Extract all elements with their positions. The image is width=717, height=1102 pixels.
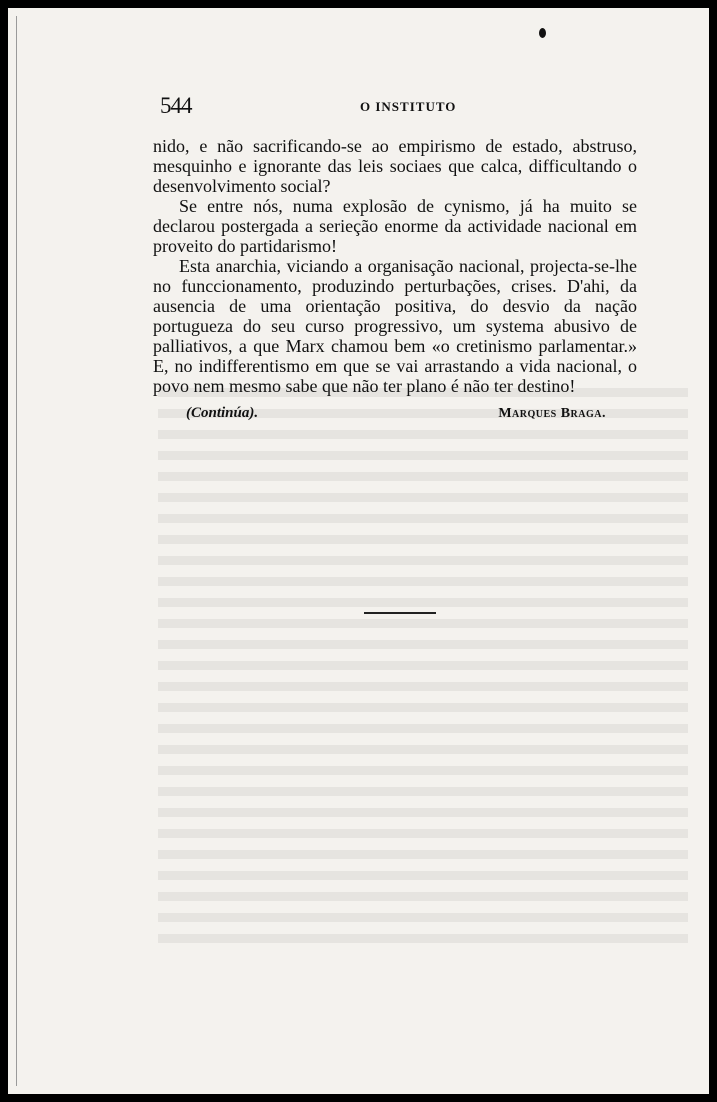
paragraph: Esta anarchia, viciando a organisação nacional, projecta-se-lhe no funccionamento, produzindo perturbações, crises. D'ahi, da ausencia de uma orientação positiva, do desvio da nação portugueza do seu curso progressivo, um systema abusivo de palliativos, a que Marx chamou bem «o cretinismo parlamentar.» E, no indifferentismo em que se vai arrastando a vida nacional, o povo nem mesmo sabe que não ter plano é não ter destino! <box>153 256 637 396</box>
continua-note: (Continúa). <box>186 405 259 421</box>
section-rule <box>364 612 436 614</box>
page-number: 544 <box>160 93 192 118</box>
show-through-text <box>158 388 688 948</box>
ink-dot <box>539 28 546 38</box>
book-page <box>8 8 709 1094</box>
body-text <box>153 136 637 396</box>
running-title: O INSTITUTO <box>360 99 457 114</box>
page-header <box>160 93 635 123</box>
signature-line <box>186 405 606 427</box>
author-name: Marques Braga. <box>498 406 606 421</box>
paragraph: nido, e não sacrificando-se ao empirismo de estado, abstruso, mesquinho e ignorante das leis sociaes que calca, difficultando o desenvolvimento social? <box>153 136 637 196</box>
paragraph: Se entre nós, numa explosão de cynismo, já ha muito se declarou postergada a serieção enorme da actividade nacional em proveito do partidarismo! <box>153 196 637 256</box>
